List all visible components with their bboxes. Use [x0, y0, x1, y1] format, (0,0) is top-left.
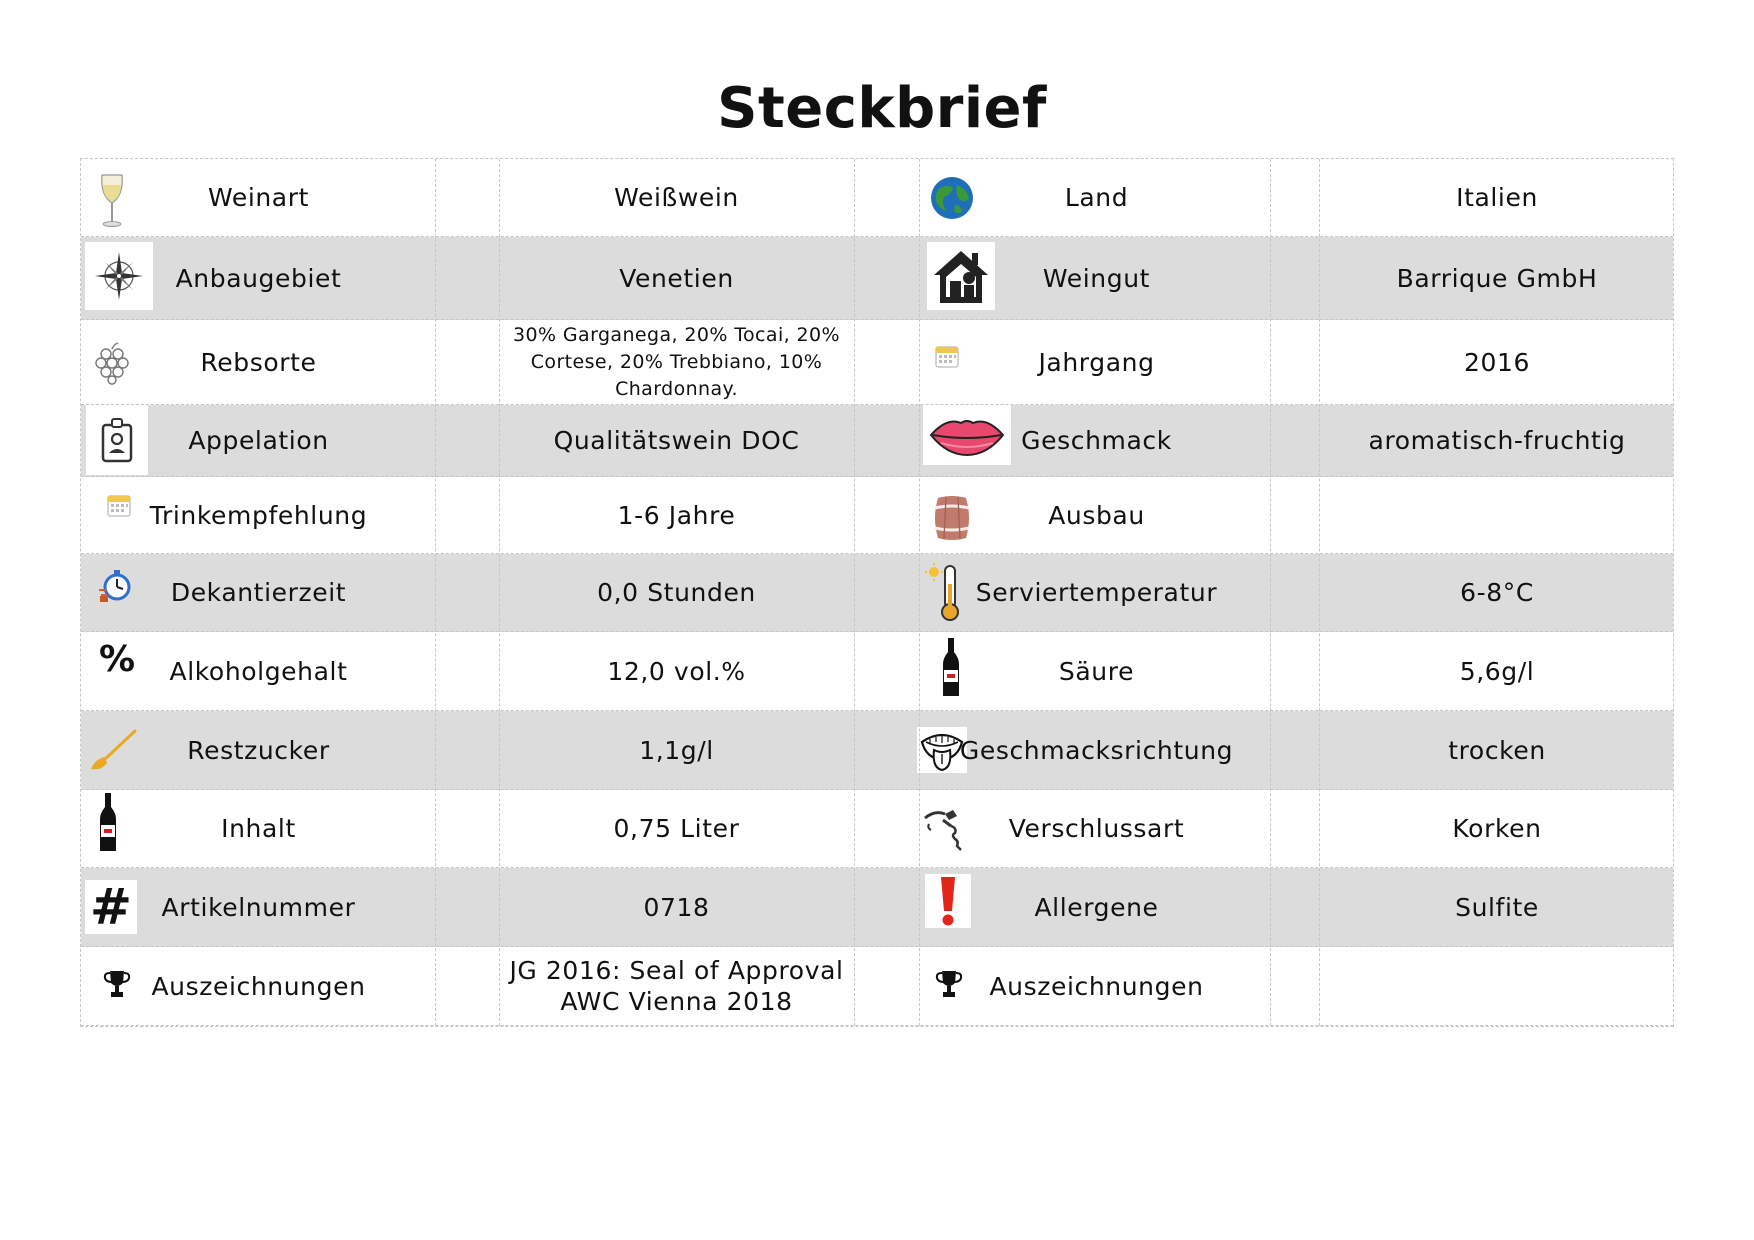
row-value: Italien — [1456, 183, 1538, 212]
row-label: Trinkempfehlung — [149, 500, 368, 530]
table-row — [81, 405, 1673, 477]
row-label: Land — [1064, 183, 1129, 212]
row-label: Auszeichnungen — [989, 971, 1204, 1001]
row-value: 0718 — [643, 892, 710, 922]
row-label: Geschmacksrichtung — [959, 735, 1234, 765]
table-row — [81, 790, 1673, 868]
row-label: Ausbau — [1048, 500, 1145, 530]
row-label: Jahrgang — [1038, 347, 1155, 377]
row-label: Allergene — [1034, 892, 1159, 922]
value-line: 30% Garganega, 20% Tocai, 20% — [513, 323, 840, 346]
row-label: Alkoholgehalt — [169, 656, 348, 686]
row-value: Venetien — [619, 263, 734, 293]
row-label: Inhalt — [221, 814, 296, 843]
column-divider — [435, 159, 436, 1026]
row-value — [1319, 947, 1675, 1025]
column-divider — [919, 159, 920, 1026]
row-value: 0,75 Liter — [613, 814, 740, 843]
row-label: Restzucker — [187, 735, 330, 765]
row-value: Barrique GmbH — [1396, 263, 1598, 293]
percent-icon: % — [91, 639, 143, 681]
row-label: Auszeichnungen — [151, 971, 366, 1001]
value-line: AWC Vienna 2018 — [560, 987, 793, 1016]
value-line: Chardonnay. — [615, 377, 738, 400]
table-row — [81, 320, 1673, 405]
row-label: Serviertemperatur — [975, 578, 1218, 607]
hash-icon: # — [85, 880, 137, 934]
row-label: Säure — [1058, 656, 1135, 686]
table-row — [81, 237, 1673, 320]
table-row — [81, 159, 1673, 237]
row-value: 1-6 Jahre — [617, 500, 736, 530]
row-value: Qualitätswein DOC — [553, 426, 800, 455]
row-value: 0,0 Stunden — [597, 578, 756, 607]
row-value: 5,6g/l — [1459, 656, 1535, 686]
table-row — [81, 477, 1673, 554]
row-value: 6-8°C — [1460, 578, 1534, 607]
row-label: Anbaugebiet — [175, 263, 342, 293]
row-label: Verschlussart — [1008, 814, 1185, 843]
row-value: 2016 — [1463, 347, 1531, 377]
row-label: Rebsorte — [200, 347, 317, 377]
table-row — [81, 947, 1673, 1026]
row-value: trocken — [1448, 735, 1546, 765]
row-value — [1319, 477, 1675, 553]
table-row — [81, 632, 1673, 711]
value-line: Cortese, 20% Trebbiano, 10% — [530, 350, 823, 373]
table-row — [81, 711, 1673, 790]
row-label: Geschmack — [1021, 426, 1172, 455]
value-line: JG 2016: Seal of Approval — [509, 956, 844, 985]
column-divider — [854, 159, 855, 1026]
table-row — [81, 554, 1673, 632]
row-value: Sulfite — [1455, 892, 1539, 922]
column-divider — [1270, 159, 1271, 1026]
row-value: aromatisch-fruchtig — [1368, 426, 1626, 455]
column-divider — [499, 159, 500, 1026]
row-value: 12,0 vol.% — [607, 656, 746, 686]
awards-value — [499, 947, 854, 1025]
row-label: Weingut — [1042, 263, 1151, 293]
row-label: Dekantierzeit — [170, 578, 347, 607]
row-label: Weinart — [207, 183, 310, 212]
column-divider — [1319, 159, 1320, 1026]
wine-profile-table — [80, 158, 1674, 1027]
table-row — [81, 868, 1673, 947]
row-label: Appelation — [188, 426, 329, 455]
row-value: 1,1g/l — [639, 735, 714, 765]
grape-varieties — [499, 320, 854, 404]
row-value: Korken — [1452, 814, 1542, 843]
row-value: Weißwein — [614, 183, 739, 212]
row-label: Artikelnummer — [161, 892, 356, 922]
page-title: Steckbrief — [717, 76, 1047, 141]
